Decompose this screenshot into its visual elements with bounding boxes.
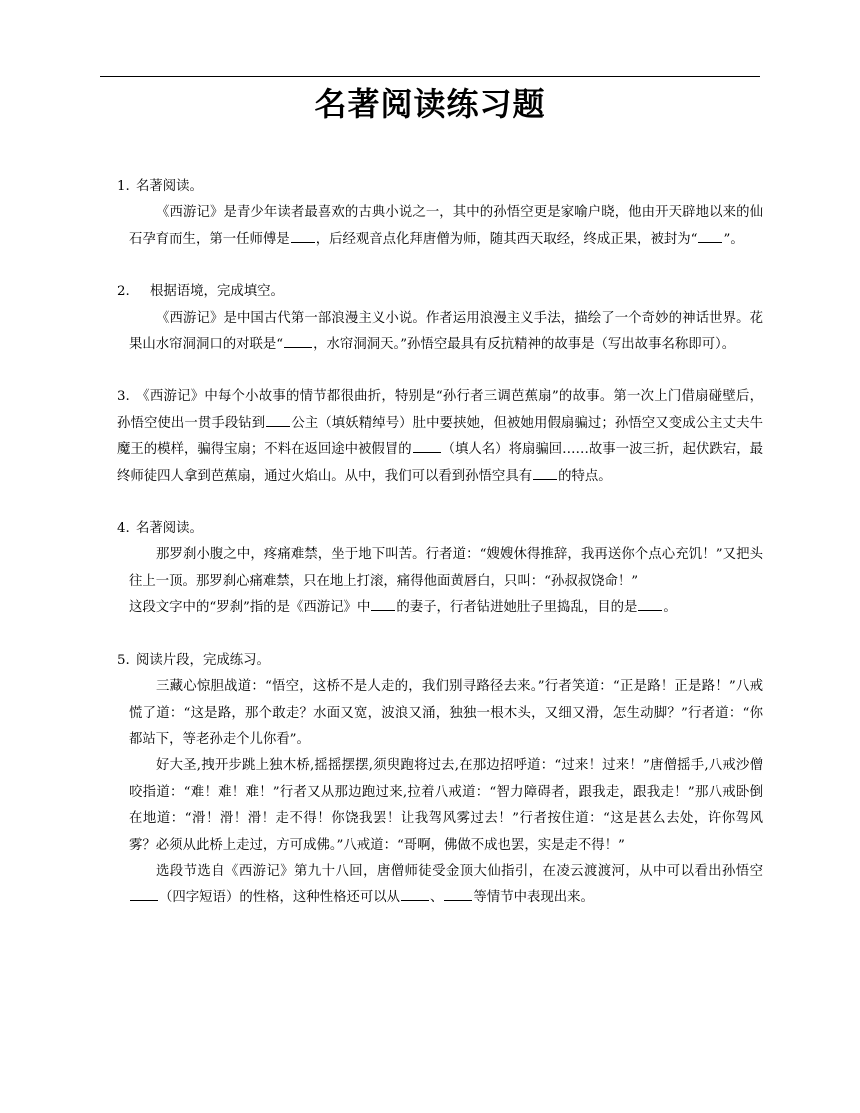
question-number: 5. xyxy=(117,652,130,668)
question-body: 这段文字中的“罗刹”指的是《西游记》中 的妻子，行者钻进她肚子里捣乱，目的是 。 xyxy=(129,600,677,616)
question-3 xyxy=(117,384,763,490)
answer-blank[interactable] xyxy=(698,230,722,243)
answer-blank[interactable] xyxy=(266,414,290,427)
passage-paragraph: 那罗刹小腹之中，疼痛难禁，坐于地下叫苦。行者道：“嫂嫂休得推辞，我再送你个点心充饥！”又把头往上一顶。那罗刹心痛难禁，只在地上打滚，痛得他面黄唇白，只叫：“孙叔叔饶命！” xyxy=(129,547,763,589)
question-5 xyxy=(117,648,763,912)
answer-blank[interactable] xyxy=(401,888,429,901)
question-number: 3. xyxy=(117,389,130,405)
passage-paragraph: 三藏心惊胆战道：“悟空，这桥不是人走的，我们别寻路径去来。”行者笑道：“正是路！正是路！”八戒慌了道：“这是路，那个敢走？水面又宽，波浪又涌，独独一根木头，又细又滑，怎生动脚？”行者道：“你都站下，等老孙走个儿你看”。 xyxy=(129,679,763,747)
question-prompt: 根据语境，完成填空。 xyxy=(150,284,284,300)
header-rule xyxy=(100,76,760,77)
question-body: 3. 《西游记》中每个小故事的情节都很曲折，特别是“孙行者三调芭蕉扇”的故事。第一次上门借扇碰壁后，孙悟空使出一贯手段钻到 公主（填妖精绰号）肚中要挟她，但被她用假扇骗过；孙悟空又变成公主丈夫牛魔王的模样，骗得宝扇；不料在返回途中被假冒的 （填人名）将扇骗回……故事一波三折，起伏跌宕，最终师徒四人拿到芭蕉扇，通过火焰山。从中，我们可以看到孙悟空具有 的特点。 xyxy=(117,384,763,490)
page-title: 名著阅读练习题 xyxy=(314,85,546,123)
question-header xyxy=(117,279,763,305)
answer-blank[interactable] xyxy=(444,888,472,901)
passage-paragraph: 好大圣,拽开步跳上独木桥,摇摇摆摆,须臾跑将过去,在那边招呼道：“过来！过来！”唐僧摇手,八戒沙僧咬指道：“难！难！难！”行者又从那边跑过来,拉着八戒道：“智力障碍者，跟我走，跟我走！”那八戒卧倒在地道：“滑！滑！滑！走不得！你饶我罢！让我驾风雾过去！”行者按住道：“这是甚么去处，许你驾风雾？必须从此桥上走过，方可成佛。”八戒道：“哥啊，佛做不成也罢，实是走不得！” xyxy=(129,758,763,853)
question-number: 4. xyxy=(117,521,130,537)
question-list xyxy=(117,174,763,938)
question-number: 1. xyxy=(117,179,130,194)
question-header xyxy=(117,174,763,200)
question-number: 2. xyxy=(117,284,130,300)
answer-blank[interactable] xyxy=(284,335,312,348)
question-1 xyxy=(117,174,763,253)
answer-blank[interactable] xyxy=(638,598,662,611)
question-prompt: 名著阅读。 xyxy=(136,179,203,194)
answer-blank[interactable] xyxy=(413,440,441,453)
answer-blank[interactable] xyxy=(533,467,557,480)
question-header xyxy=(117,648,763,674)
question-prompt: 阅读片段，完成练习。 xyxy=(136,652,270,668)
question-body: 《西游记》是青少年读者最喜欢的古典小说之一，其中的孙悟空更是家喻户晓，他由开天辟地以来的仙石孕育而生，第一任师傅是 ，后经观音点化拜唐僧为师，随其西天取经，终成正果，被封为“ ”。 xyxy=(129,205,763,247)
answer-blank[interactable] xyxy=(130,888,158,901)
question-header xyxy=(117,516,763,542)
answer-blank[interactable] xyxy=(371,598,395,611)
question-body: 选段节选自《西游记》第九十八回，唐僧师徒受金顶大仙指引，在凌云渡渡河，从中可以看出孙悟空（四字短语）的性格，这种性格还可以从 、 等情节中表现出来。 xyxy=(129,859,763,912)
question-prompt: 名著阅读。 xyxy=(136,521,203,537)
answer-blank[interactable] xyxy=(291,230,315,243)
question-2 xyxy=(117,279,763,358)
question-4 xyxy=(117,516,763,622)
question-body: 《西游记》是中国古代第一部浪漫主义小说。作者运用浪漫主义手法，描绘了一个奇妙的神话世界。花果山水帘洞洞口的对联是“ ，水帘洞洞天。”孙悟空最具有反抗精神的故事是（写出故事名称即可）。 xyxy=(129,310,763,353)
